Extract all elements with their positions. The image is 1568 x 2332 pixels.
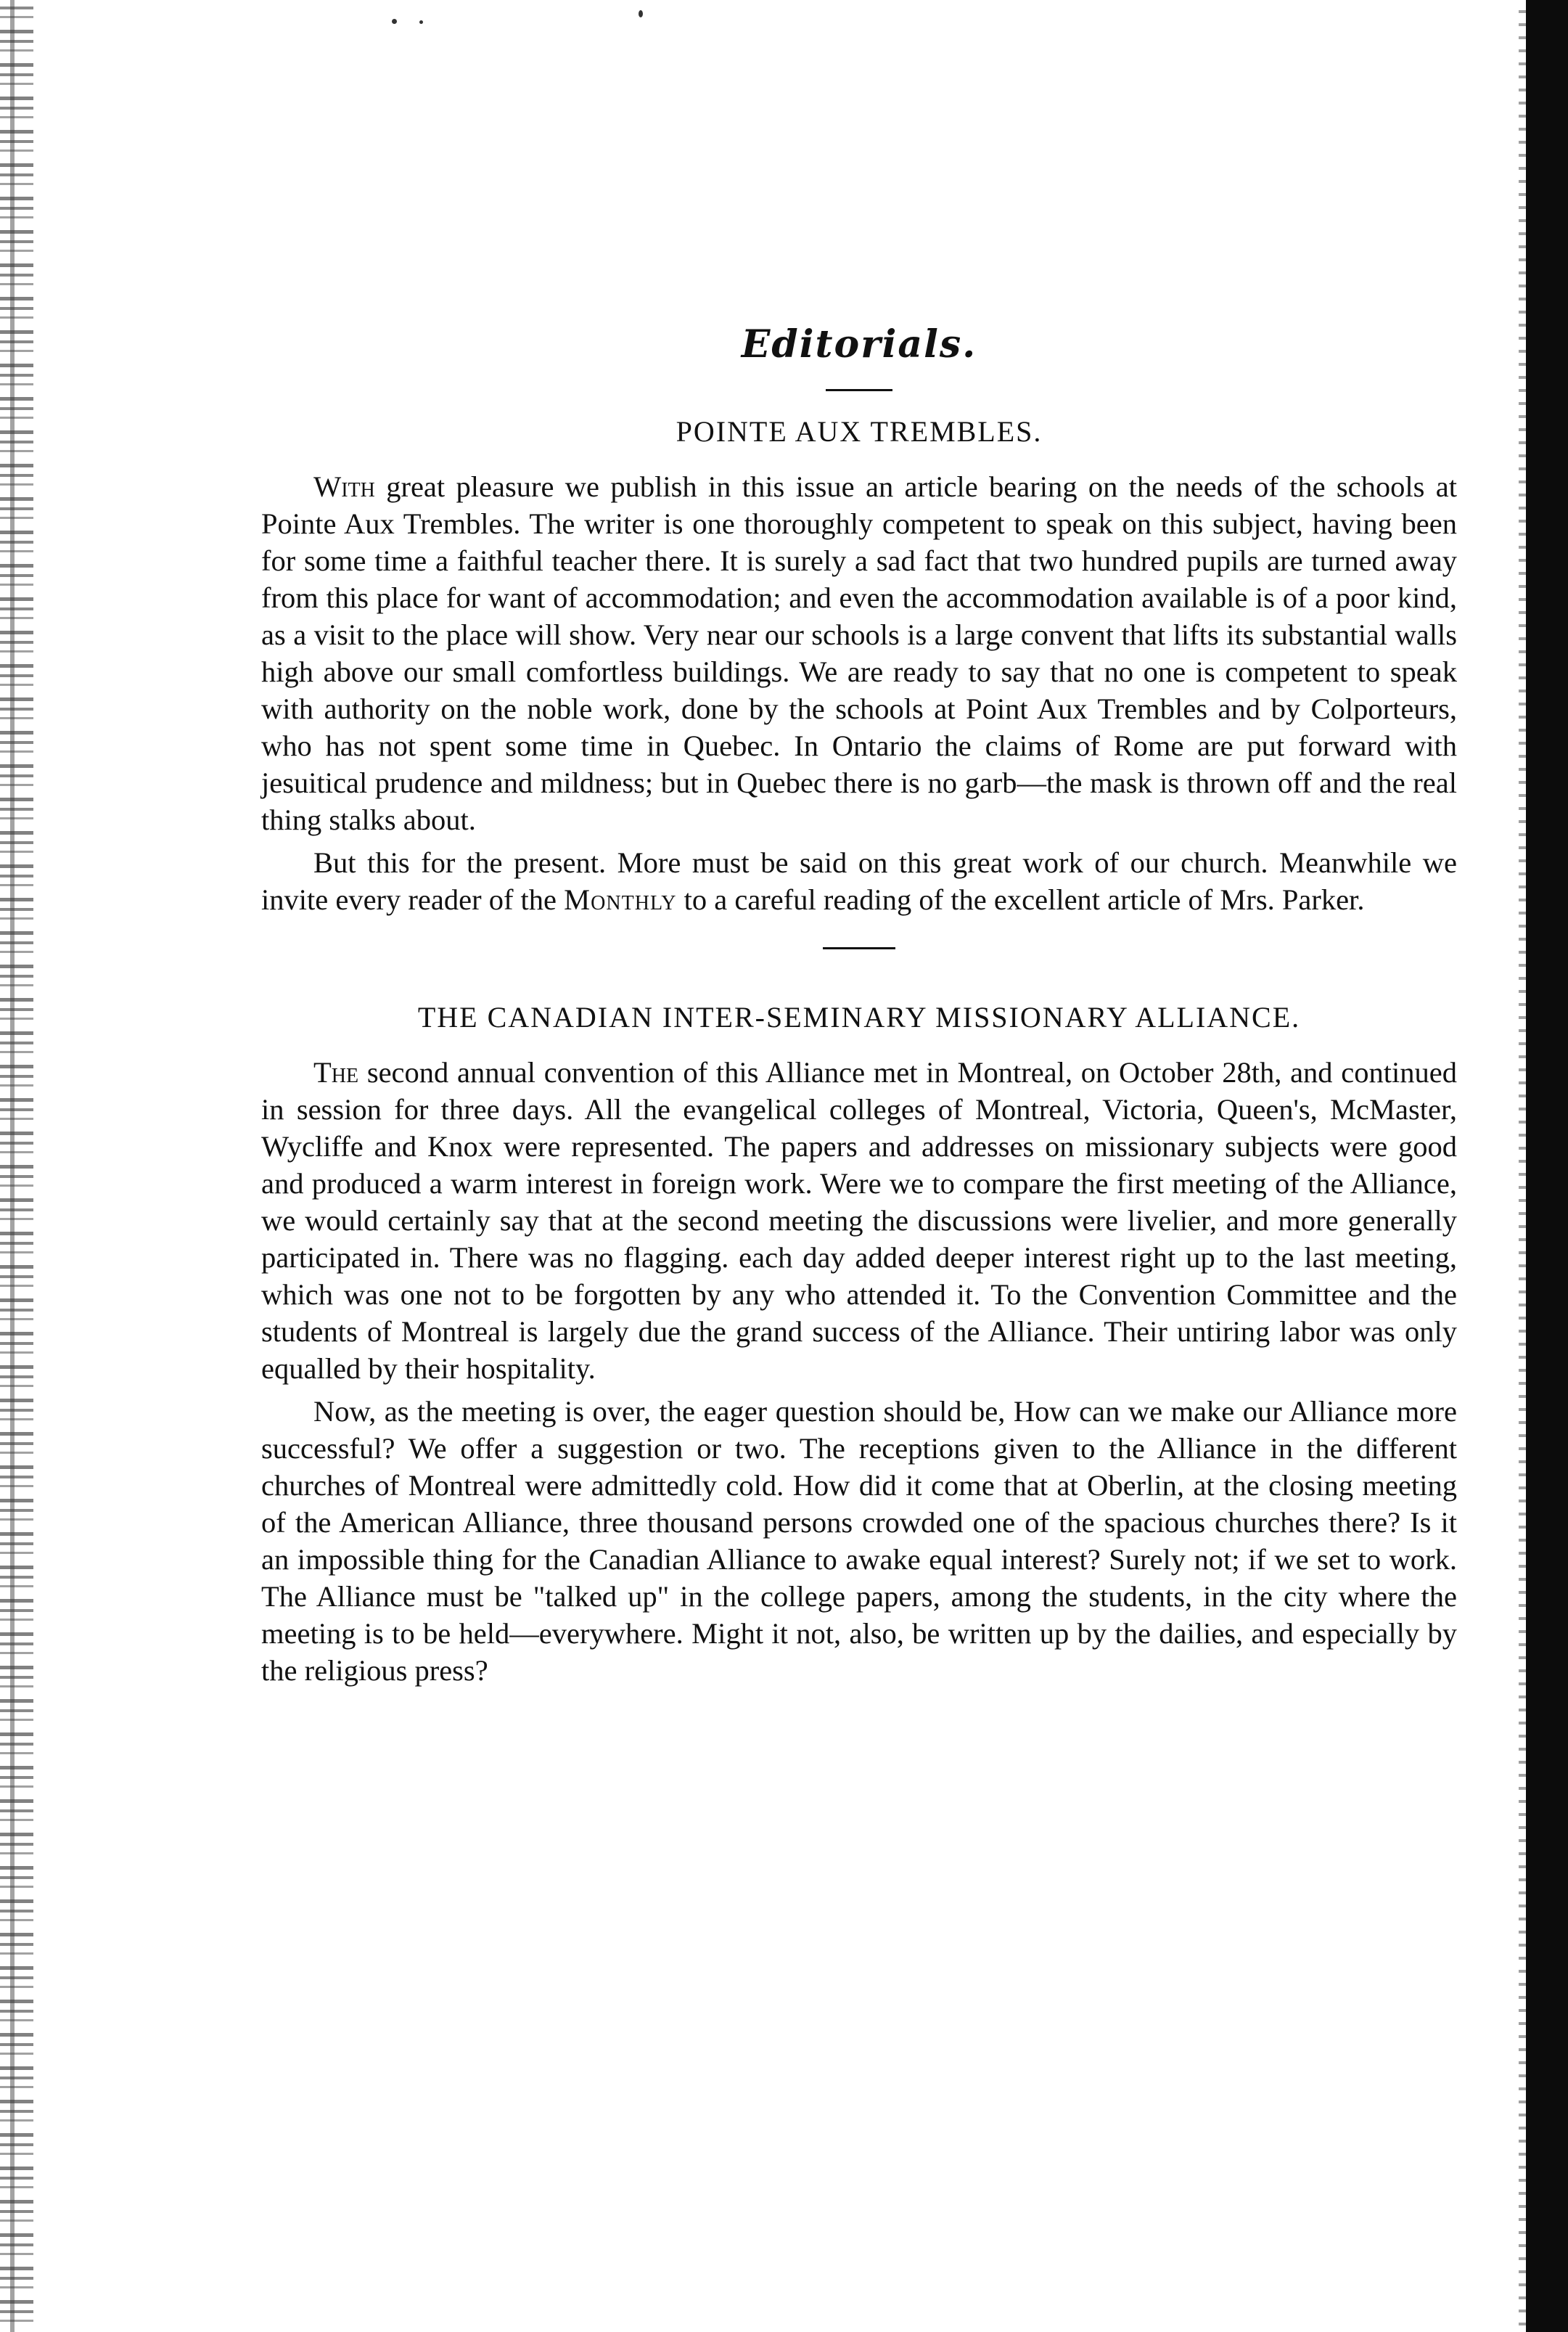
binding-line-left bbox=[10, 0, 15, 2332]
scan-speck bbox=[639, 10, 643, 17]
paragraph-text: second annual convention of this Alliance met in Montreal, on October 28th, and continued in session for three days. All the evangelical colleges of Montreal, Victoria, Queen's, McMaster, Wycliffe and Knox were represented. The papers and addresses on missionary subjects were good and produced a warm interest in foreign work. Were we to compare the first meeting of the Alliance, we would certainly say that at the second meeting the discussions were livelier, and more generally participated in. There was no flagging. each day added deeper interest right up to the last meeting, which was one not to be forgotten by any who attended it. To the Convention Committee and the students of Montreal is largely due the grand success of the Alliance. Their untiring labor was only equalled by their hospitality. bbox=[261, 1056, 1457, 1385]
paragraph-text: Now, as the meeting is over, the eager question should be, How can we make our Alliance more successful? We offer a suggestion or two. The receptions given to the Alliance in the different churches of Montreal were admittedly cold. How did it come that at Oberlin, at the closing meeting of the American Alliance, three thousand persons crowded one of the spacious churches there? Is it an impossible thing for the Canadian Alliance to awake equal interest? Surely not; if we set to work. The Alliance must be "talked up" in the college papers, among the students, in the city where the meeting is to be held—everywhere. Might it not, also, be written up by the dailies, and especially by the religious press? bbox=[261, 1395, 1457, 1687]
article-title: THE CANADIAN INTER-SEMINARY MISSIONARY ALLIANCE. bbox=[417, 1001, 1301, 1034]
article-paragraph bbox=[261, 1393, 1457, 1689]
binding-edge-left bbox=[0, 0, 33, 2332]
article-paragraph bbox=[261, 1054, 1457, 1387]
binding-edge-right bbox=[1519, 0, 1526, 2332]
article-paragraph bbox=[261, 468, 1457, 838]
paragraph-text: But this for the present. More must be said on this great work of our church. Meanwhile we invite every reader of the bbox=[261, 846, 1457, 916]
heading-rule bbox=[826, 389, 892, 391]
binding-bar-right bbox=[1526, 0, 1568, 2332]
drop-word: With bbox=[313, 470, 375, 503]
section-heading: Editorials. bbox=[741, 322, 977, 367]
article-pointe-aux-trembles bbox=[261, 413, 1457, 918]
scan-speck bbox=[419, 20, 423, 24]
paragraph-text: great pleasure we publish in this issue an article bearing on the needs of the schools at Pointe Aux Trembles. The writer is one thoroughly competent to speak on this subject, having been for some time a faithful teacher there. It is surely a sad fact that two hundred pupils are turned away from this place for want of accommodation; and even the accommodation available is of a poor kind, as a visit to the place will show. Very near our schools is a large convent that lifts its substantial walls high above our small comfortless buildings. We are ready to say that no one is competent to speak with authority on the noble work, done by the schools at Point Aux Trembles and by Colporteurs, who has not spent some time in Quebec. In Ontario the claims of Rome are put forward with jesuitical prudence and mildness; but in Quebec there is no garb—the mask is thrown off and the real thing stalks about. bbox=[261, 470, 1457, 836]
article-missionary-alliance bbox=[261, 999, 1457, 1689]
monthly-small-caps: Monthly bbox=[564, 883, 677, 916]
article-separator-rule bbox=[823, 947, 895, 949]
drop-word: The bbox=[313, 1056, 359, 1089]
page-content bbox=[261, 319, 1457, 1695]
article-title: POINTE AUX TREMBLES. bbox=[676, 415, 1043, 448]
paragraph-text: to a careful reading of the excellent article of Mrs. Parker. bbox=[676, 883, 1365, 916]
article-paragraph bbox=[261, 844, 1457, 918]
scan-speck bbox=[392, 19, 397, 24]
